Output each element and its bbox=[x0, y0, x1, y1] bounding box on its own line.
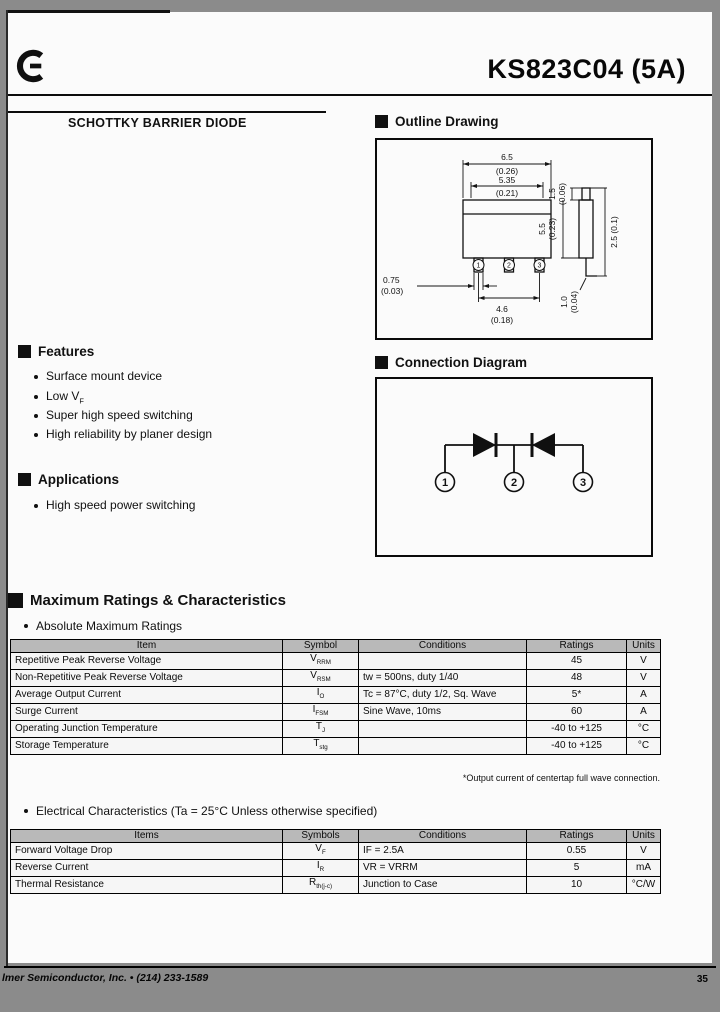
cell-item: Thermal Resistance bbox=[11, 877, 283, 894]
connection-diagram-drawing bbox=[377, 379, 651, 555]
dim-lead-width-in: (0.03) bbox=[381, 286, 404, 296]
col-header-units: Units bbox=[627, 640, 661, 653]
bullet-icon bbox=[24, 624, 28, 628]
cell-conditions: Sine Wave, 10ms bbox=[359, 704, 527, 721]
cell-symbol: $V_F$ bbox=[283, 843, 359, 860]
cell-symbol: $T_{stg}$ bbox=[283, 738, 359, 755]
connection-diagram-box bbox=[375, 377, 653, 557]
pin-number: 2 bbox=[507, 262, 511, 270]
section-heading-applications: Applications bbox=[18, 472, 119, 487]
scan-artifact-left bbox=[6, 10, 8, 966]
cell-conditions bbox=[359, 653, 527, 670]
device-subtitle: SCHOTTKY BARRIER DIODE bbox=[68, 116, 247, 130]
bullet-icon bbox=[34, 395, 38, 399]
table-row bbox=[11, 843, 661, 860]
col-header-item: Items bbox=[11, 830, 283, 843]
section-heading-outline-drawing: Outline Drawing bbox=[375, 114, 499, 129]
footer-company-line: lmer Semiconductor, Inc. • (214) 233-1589 bbox=[2, 972, 209, 984]
table-row bbox=[11, 738, 661, 755]
cell-item: Repetitive Peak Reverse Voltage bbox=[11, 653, 283, 670]
cell-rating: 60 bbox=[527, 704, 627, 721]
outline-drawing-box bbox=[375, 138, 653, 340]
feature-item: Super high speed switching bbox=[34, 408, 193, 424]
cell-rating: 5 bbox=[527, 860, 627, 877]
cell-unit: A bbox=[627, 704, 661, 721]
dim-body-width-in: (0.21) bbox=[495, 188, 519, 198]
cell-unit: mA bbox=[627, 860, 661, 877]
section-square-icon bbox=[18, 473, 31, 486]
electrical-characteristics-label: Electrical Characteristics (Ta = 25°C Unless otherwise specified) bbox=[24, 804, 377, 818]
dimension-labels bbox=[381, 152, 619, 325]
cell-symbol: $I_R$ bbox=[283, 860, 359, 877]
section-square-icon bbox=[8, 593, 23, 608]
section-square-icon bbox=[18, 345, 31, 358]
table-footnote: *Output current of centertap full wave connection. bbox=[462, 773, 660, 783]
bullet-icon bbox=[34, 433, 38, 437]
dim-lead-width-mm: 0.75 bbox=[383, 275, 400, 285]
subtitle-rule bbox=[8, 111, 326, 113]
table-header-row bbox=[11, 830, 661, 843]
absolute-maximum-ratings-table bbox=[10, 639, 661, 755]
section-square-icon bbox=[375, 356, 388, 369]
cell-rating: 45 bbox=[527, 653, 627, 670]
abs-max-ratings-label: Absolute Maximum Ratings bbox=[24, 619, 182, 633]
col-header-symbol: Symbol bbox=[283, 640, 359, 653]
bullet-icon bbox=[34, 414, 38, 418]
cell-rating: 48 bbox=[527, 670, 627, 687]
dim-body-width-mm: 5.35 bbox=[498, 175, 516, 185]
cell-symbol: $I_O$ bbox=[283, 687, 359, 704]
cell-symbol: $T_J$ bbox=[283, 721, 359, 738]
cell-unit: V bbox=[627, 653, 661, 670]
page-title: KS823C04 (5A) bbox=[487, 54, 686, 84]
cell-rating: -40 to +125 bbox=[527, 738, 627, 755]
cell-unit: V bbox=[627, 670, 661, 687]
table-row bbox=[11, 877, 661, 894]
dim-pitch-mm: 4.6 bbox=[496, 304, 508, 314]
pin-number: 3 bbox=[579, 477, 587, 489]
package-side-view bbox=[579, 188, 597, 276]
electrical-characteristics-table bbox=[10, 829, 661, 894]
col-header-ratings: Ratings bbox=[527, 830, 627, 843]
cell-symbol: $R_{th(j-c)}$ bbox=[283, 877, 359, 894]
cell-conditions: tw = 500ns, duty 1/40 bbox=[359, 670, 527, 687]
cell-conditions: Tc = 87°C, duty 1/2, Sq. Wave bbox=[359, 687, 527, 704]
cell-item: Reverse Current bbox=[11, 860, 283, 877]
section-heading-maximum-ratings: Maximum Ratings & Characteristics bbox=[8, 592, 286, 609]
cell-item: Forward Voltage Drop bbox=[11, 843, 283, 860]
manufacturer-logo-icon bbox=[14, 46, 46, 86]
cell-unit: °C/W bbox=[627, 877, 661, 894]
table-row bbox=[11, 687, 661, 704]
connection-pin-markers bbox=[436, 473, 593, 492]
feature-item: Low $V_F$ bbox=[34, 389, 84, 405]
table-row bbox=[11, 653, 661, 670]
bullet-icon bbox=[34, 375, 38, 379]
dim-tab-height-mm: 1.5 bbox=[547, 188, 557, 200]
cell-conditions: IF = 2.5A bbox=[359, 843, 527, 860]
cell-unit: A bbox=[627, 687, 661, 704]
cell-rating: -40 to +125 bbox=[527, 721, 627, 738]
pin-number: 2 bbox=[510, 477, 518, 489]
dim-body-height-mm: 5.5 bbox=[537, 223, 547, 235]
col-header-item: Item bbox=[11, 640, 283, 653]
feature-item: Surface mount device bbox=[34, 369, 162, 385]
front-view-pin-markers bbox=[473, 260, 545, 271]
package-outline-drawing bbox=[377, 140, 651, 338]
cell-conditions: VR = VRRM bbox=[359, 860, 527, 877]
dim-width-mm: 6.5 bbox=[501, 152, 513, 162]
feature-item: High reliability by planer design bbox=[34, 427, 212, 443]
dim-width-in: (0.26) bbox=[495, 166, 519, 176]
circuit-wires bbox=[445, 445, 583, 472]
cell-item: Average Output Current bbox=[11, 687, 283, 704]
dim-overall-height: 2.5 (0.1) bbox=[609, 216, 619, 248]
dim-body-height-in: (0.23) bbox=[547, 217, 557, 241]
bullet-icon bbox=[24, 809, 28, 813]
table-row bbox=[11, 704, 661, 721]
col-header-units: Units bbox=[627, 830, 661, 843]
cell-symbol: $V_{RSM}$ bbox=[283, 670, 359, 687]
col-header-symbol: Symbols bbox=[283, 830, 359, 843]
dim-lead-thickness-mm: 1.0 bbox=[559, 296, 569, 308]
cell-symbol: $V_{RRM}$ bbox=[283, 653, 359, 670]
cell-unit: °C bbox=[627, 721, 661, 738]
cell-rating: 0.55 bbox=[527, 843, 627, 860]
cell-item: Storage Temperature bbox=[11, 738, 283, 755]
cell-item: Surge Current bbox=[11, 704, 283, 721]
table-row bbox=[11, 721, 661, 738]
dim-tab-height-in: (0.06) bbox=[557, 182, 567, 206]
table-row bbox=[11, 860, 661, 877]
section-heading-features: Features bbox=[18, 344, 94, 359]
cell-conditions: Junction to Case bbox=[359, 877, 527, 894]
page-number: 35 bbox=[696, 974, 708, 985]
dim-lead-thickness-in: (0.04) bbox=[569, 290, 579, 314]
cell-unit: V bbox=[627, 843, 661, 860]
cell-conditions bbox=[359, 721, 527, 738]
table-row bbox=[11, 670, 661, 687]
header-rule bbox=[8, 94, 712, 96]
pin-number: 1 bbox=[476, 262, 481, 270]
dim-pitch-in: (0.18) bbox=[490, 315, 514, 325]
cell-item: Non-Repetitive Peak Reverse Voltage bbox=[11, 670, 283, 687]
application-item: High speed power switching bbox=[34, 498, 195, 514]
col-header-conditions: Conditions bbox=[359, 830, 527, 843]
bullet-icon bbox=[34, 504, 38, 508]
scan-artifact-top bbox=[8, 10, 170, 13]
section-square-icon bbox=[375, 115, 388, 128]
cell-item: Operating Junction Temperature bbox=[11, 721, 283, 738]
cell-rating: 5* bbox=[527, 687, 627, 704]
col-header-ratings: Ratings bbox=[527, 640, 627, 653]
section-heading-connection-diagram: Connection Diagram bbox=[375, 355, 527, 370]
col-header-conditions: Conditions bbox=[359, 640, 527, 653]
pin-number: 3 bbox=[537, 262, 542, 270]
footer-rule bbox=[4, 966, 716, 968]
pin-number: 1 bbox=[441, 477, 449, 489]
cell-unit: °C bbox=[627, 738, 661, 755]
cell-rating: 10 bbox=[527, 877, 627, 894]
cell-symbol: $I_{FSM}$ bbox=[283, 704, 359, 721]
table-header-row bbox=[11, 640, 661, 653]
cell-conditions bbox=[359, 738, 527, 755]
